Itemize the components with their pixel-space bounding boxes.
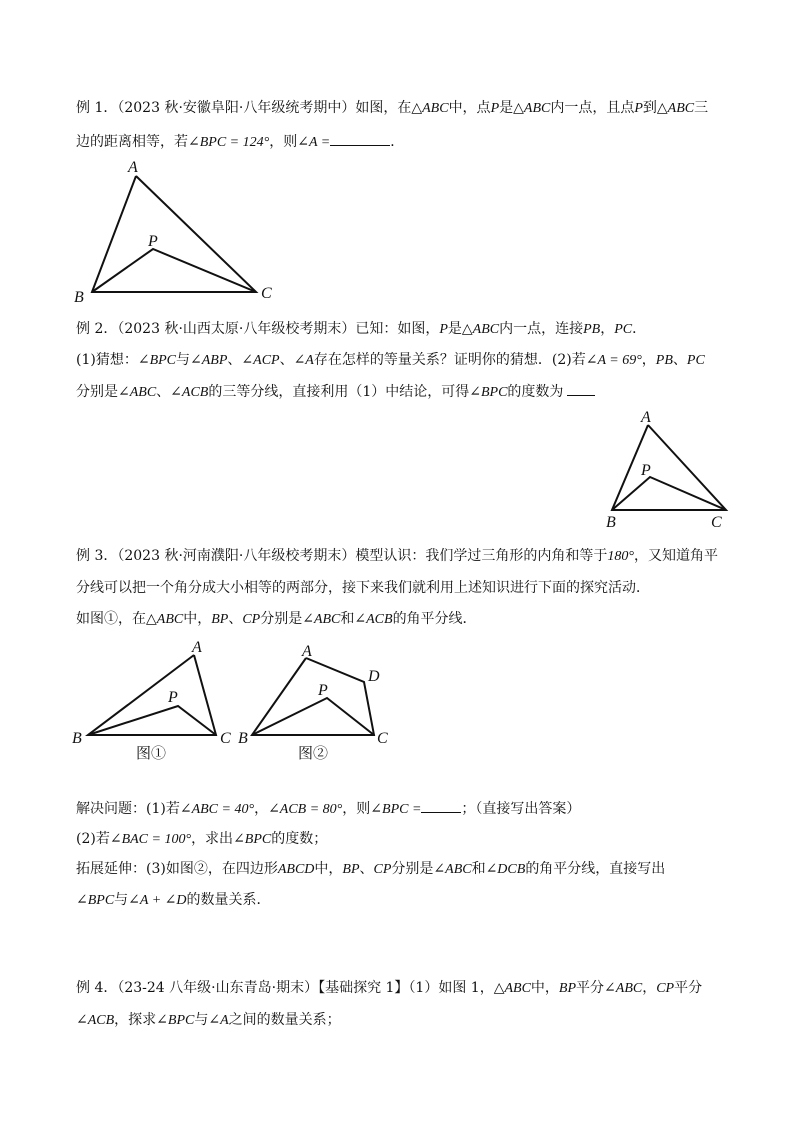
ex3-text: 中， [314,861,343,877]
ex2-text: 与 [176,352,191,368]
ex3-text: 如图①，在 [76,611,146,627]
ex4-text: （1）如图 1， [408,980,494,996]
ex1-text: ． [390,134,405,150]
ex1-text: 中，点 [448,100,491,116]
ex2-text: ， [600,321,615,337]
ex1-label-p: P [148,233,158,250]
ex3-text: 分别是 [260,611,303,627]
ex1-label-b: B [74,289,84,306]
ex2-text: 、 [227,352,242,368]
ex2-condition: ∠A = 69° [585,353,642,368]
ex2-label-c: C [711,514,722,531]
ex3-fig2-label-b: B [238,730,248,747]
ex1-point-p: P [490,101,500,116]
ex3-segment-bp: BP [211,612,229,627]
ex2-angle: ∠ACP [241,353,280,368]
ex4-text: 与 [194,1012,209,1028]
ex3-text: 的角平分线，直接写出 [525,861,666,877]
ex2-text: 存在怎样的等量关系？证明你的猜想．(2)若 [313,352,586,368]
ex3-fig2-caption: 图② [298,746,329,762]
ex1-text: 到 [642,100,657,116]
ex2-label-b: B [606,514,616,531]
ex3-text: 与 [114,892,129,908]
ex3-condition: ∠ABC = 40° [179,802,255,817]
ex3-question3 [76,859,665,880]
ex1-question: ∠A = [297,135,331,150]
ex2-text: 的度数为 [507,384,564,400]
ex3-source: （2023 秋·河南濮阳·八年级校考期末） [117,548,356,564]
ex4-line1 [76,978,702,999]
ex2-text: 分别是 [76,384,118,400]
ex4-angle: ∠ABC [604,981,643,996]
ex3-text: 拓展延伸：(3)如图②，在四边形 [76,861,278,877]
ex4-text: 之间的数量关系； [228,1012,341,1028]
ex3-text: 中， [183,611,212,627]
ex3-text: 和 [471,861,486,877]
ex3-fig1-label-p: P [168,689,178,706]
ex2-text: 、 [672,352,687,368]
ex4-source: （23-24 八年级·山东青岛·期末） [117,980,319,996]
answer-blank [421,798,461,813]
ex2-angle: ∠A [293,353,314,368]
ex3-value: 180° [607,549,634,564]
ex2-segment-pc: PC [686,353,705,368]
ex1-point-p: P [634,101,643,116]
ex3-angle: ∠BPC [233,832,272,847]
ex3-text: ；（直接写出答案） [461,801,581,817]
ex2-triangle: △ABC [461,322,500,337]
ex3-question: ∠BPC = [370,802,422,817]
ex3-fig2-label-c: C [377,730,388,747]
ex1-label-a: A [128,159,138,176]
ex3-text: 的角平分线． [392,611,477,627]
ex4-text: ，探求 [114,1012,157,1028]
ex2-angle: ∠ABC [118,385,157,400]
ex3-text: 、 [359,861,374,877]
ex3-text: ， [254,801,269,817]
ex3-segment-cp: CP [373,862,392,877]
ex3-angle: ∠BPC [76,893,115,908]
ex3-angle: ∠ACB [354,612,393,627]
ex2-angle: ∠BPC [469,385,508,400]
ex3-fig1-label-b: B [72,730,82,747]
ex3-text: 和 [340,611,355,627]
ex2-text: 、 [156,384,171,400]
ex3-text: 解决问题：(1)若 [76,801,180,817]
ex1-text: 边的距离相等，若 [76,134,188,150]
ex2-segment-pb: PB [655,353,673,368]
ex1-text: 如图，在 [355,100,412,116]
ex2-point-p: P [439,322,448,337]
ex3-fig1-label-c: C [220,730,231,747]
ex3-text: 的度数； [271,831,328,847]
ex4-head: 例 4． [76,980,118,996]
ex3-text: 分别是 [391,861,434,877]
ex4-text: 中， [530,980,559,996]
ex2-angle: ∠ABP [190,353,228,368]
ex2-angle: ∠ACB [170,385,209,400]
ex2-segment-pc: PC [614,322,633,337]
ex3-text: 的数量关系． [186,892,271,908]
ex4-tag: 【基础探究 1】 [318,980,409,996]
ex4-text: 平分 [674,980,703,996]
ex3-question1 [76,798,580,820]
ex3-head: 例 3． [76,548,118,564]
ex3-text: ，求出 [191,831,234,847]
ex4-segment-bp: BP [558,981,577,996]
ex2-text: 是 [447,321,462,337]
ex1-text: 内一点，且点 [550,100,635,116]
ex4-line2 [76,1010,341,1031]
ex2-text: 、 [279,352,294,368]
ex1-source: （2023 秋·安徽阜阳·八年级统考期中） [117,100,356,116]
ex3-segment-cp: CP [242,612,261,627]
ex4-text: 平分 [576,980,605,996]
ex2-text: (1)猜想： [76,352,138,368]
ex2-text: ． [632,321,647,337]
ex1-text: ，则 [269,134,298,150]
ex2-source: （2023 秋·山西太原·八年级校考期末） [117,321,356,337]
ex2-label-a: A [641,409,651,426]
ex4-text: ， [642,980,657,996]
ex3-angle-sum: ∠A + ∠D [128,893,187,908]
ex3-quadrilateral: ABCD [277,862,315,877]
ex1-condition: ∠BPC = 124° [188,135,270,150]
ex2-head: 例 2． [76,321,118,337]
ex4-segment-cp: CP [656,981,675,996]
ex1-head: 例 1． [76,100,118,116]
ex1-label-c: C [261,285,272,302]
ex3-segment-bp: BP [342,862,360,877]
ex2-text: 的三等分线，直接利用（1）中结论，可得 [208,384,470,400]
ex2-text: 内一点，连接 [499,321,584,337]
ex2-segment-pb: PB [583,322,601,337]
ex3-condition: ∠ACB = 80° [268,802,343,817]
ex3-text: (2)若 [76,831,110,847]
ex1-triangle: △ABC [411,101,449,116]
ex3-fig1-caption: 图① [136,746,167,762]
ex4-angle: ∠ACB [76,1013,115,1028]
ex3-question3-cont [76,890,271,911]
ex3-triangle: △ABC [146,612,184,627]
ex4-angle: ∠A [208,1013,229,1028]
ex3-angle: ∠ABC [433,862,472,877]
ex3-angle: ∠ABC [302,612,341,627]
ex3-text: 、 [228,611,243,627]
ex3-condition: ∠BAC = 100° [109,832,192,847]
ex4-triangle: △ABC [493,981,531,996]
ex3-text: ，又知道角平 [633,548,718,564]
ex1-triangle: △ABC [513,101,551,116]
ex2-label-p: P [641,462,651,479]
ex3-fig2-label-p: P [318,682,328,699]
ex1-triangle: △ABC [656,101,695,116]
ex3-fig1-label-a: A [192,639,202,656]
ex2-text: ， [641,352,656,368]
ex2-angle: ∠BPC [137,353,177,368]
ex3-fig2-label-a: A [302,643,312,660]
ex2-text: 已知：如图， [355,321,440,337]
ex1-text: 是 [499,100,514,116]
ex4-angle: ∠BPC [156,1013,195,1028]
ex3-text: 分线可以把一个角分成大小相等的两部分，接下来我们就利用上述知识进行下面的探究活动． [76,580,650,596]
ex3-text: ，则 [342,801,371,817]
ex3-angle: ∠DCB [485,862,526,877]
ex3-text: 模型认识：我们学过三角形的内角和等于 [355,548,608,564]
ex3-question2 [76,829,327,850]
ex3-fig2-label-d: D [368,668,380,685]
ex1-text: 三 [694,100,709,116]
